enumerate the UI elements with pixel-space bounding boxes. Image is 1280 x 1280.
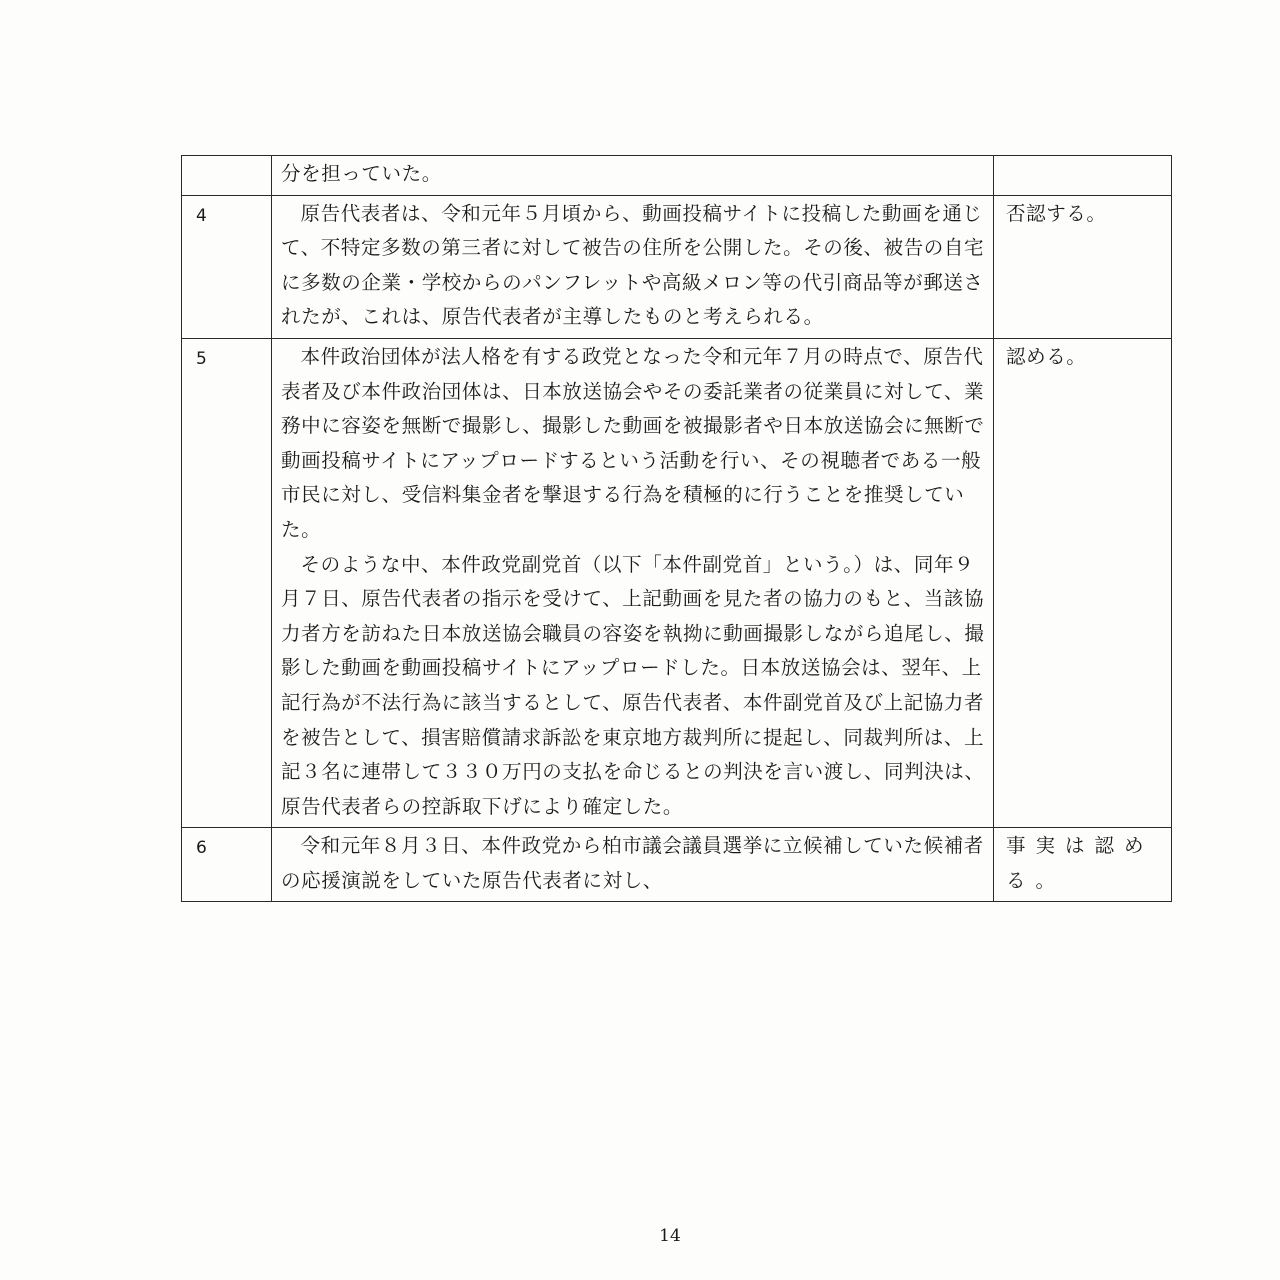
response-cell (994, 156, 1172, 196)
allegation-cell (272, 828, 994, 902)
row-number-cell (182, 195, 272, 338)
row-number-cell (182, 828, 272, 902)
response-text (994, 156, 1171, 157)
allegation-cell (272, 156, 994, 196)
table-row (182, 195, 1172, 338)
table-row (182, 338, 1172, 827)
row-number (182, 156, 271, 164)
response-cell (994, 195, 1172, 338)
response-cell (994, 338, 1172, 827)
row-number-cell (182, 156, 272, 196)
allegation-paragraph: 原告代表者は、令和元年５月頃から、動画投稿サイトに投稿した動画を通じて、不特定多数の第三者に対して被告の住所を公開した。その後、被告の自宅に多数の企業・学校からのパンフレットや高級メロン等の代引商品等が郵送されたが、これは、原告代表者が主導したものと考えられる。 (281, 201, 985, 329)
allegation-paragraph: 分を担っていた。 (281, 162, 442, 185)
row-number: 4 (196, 205, 207, 226)
table-row (182, 156, 1172, 196)
row-number: 6 (196, 838, 207, 859)
table-row (182, 828, 1172, 902)
response-cell (994, 828, 1172, 902)
allegation-cell (272, 338, 994, 827)
row-number-cell (182, 338, 272, 827)
allegation-paragraph: 令和元年８月３日、本件政党から柏市議会議員選挙に立候補していた候補者の応援演説をしていた原告代表者に対し、 (281, 834, 984, 892)
response-text: 認める。 (1006, 344, 1087, 368)
page-number: 14 (659, 1226, 681, 1246)
allegation-paragraph: 本件政治団体が法人格を有する政党となった令和元年７月の時点で、原告代表者及び本件政治団体は、日本放送協会やその委託業者の従業員に対して、業務中に容姿を無断で撮影し、撮影した動画を被撮影者や日本放送協会に無断で動画投稿サイトにアップロードするという活動を行い、その視聴者である一般市民に対し、受信料集金者を撃退する行為を積極的に行うことを推奨していた。 (281, 344, 985, 541)
response-text: 事実は認める。 (1006, 834, 1154, 892)
row-number: 5 (196, 348, 207, 369)
allegation-cell (272, 195, 994, 338)
response-table (181, 155, 1172, 902)
response-text: 否認する。 (1006, 201, 1107, 225)
allegation-paragraph: そのような中、本件政党副党首（以下「本件副党首」という。）は、同年９月７日、原告代表者の指示を受けて、上記動画を見た者の協力のもと、当該協力者方を訪ねた日本放送協会職員の容姿を執拗に動画撮影しながら追尾し、撮影した動画を動画投稿サイトにアップロードした。日本放送協会は、翌年、上記行為が不法行為に該当するとして、原告代表者、本件副党首及び上記協力者を被告として、損害賠償請求訴訟を東京地方裁判所に提起し、同裁判所は、上記３名に連帯して３３０万円の支払を命じるとの判決を言い渡し、同判決は、原告代表者らの控訴取下げにより確定した。 (281, 552, 985, 818)
